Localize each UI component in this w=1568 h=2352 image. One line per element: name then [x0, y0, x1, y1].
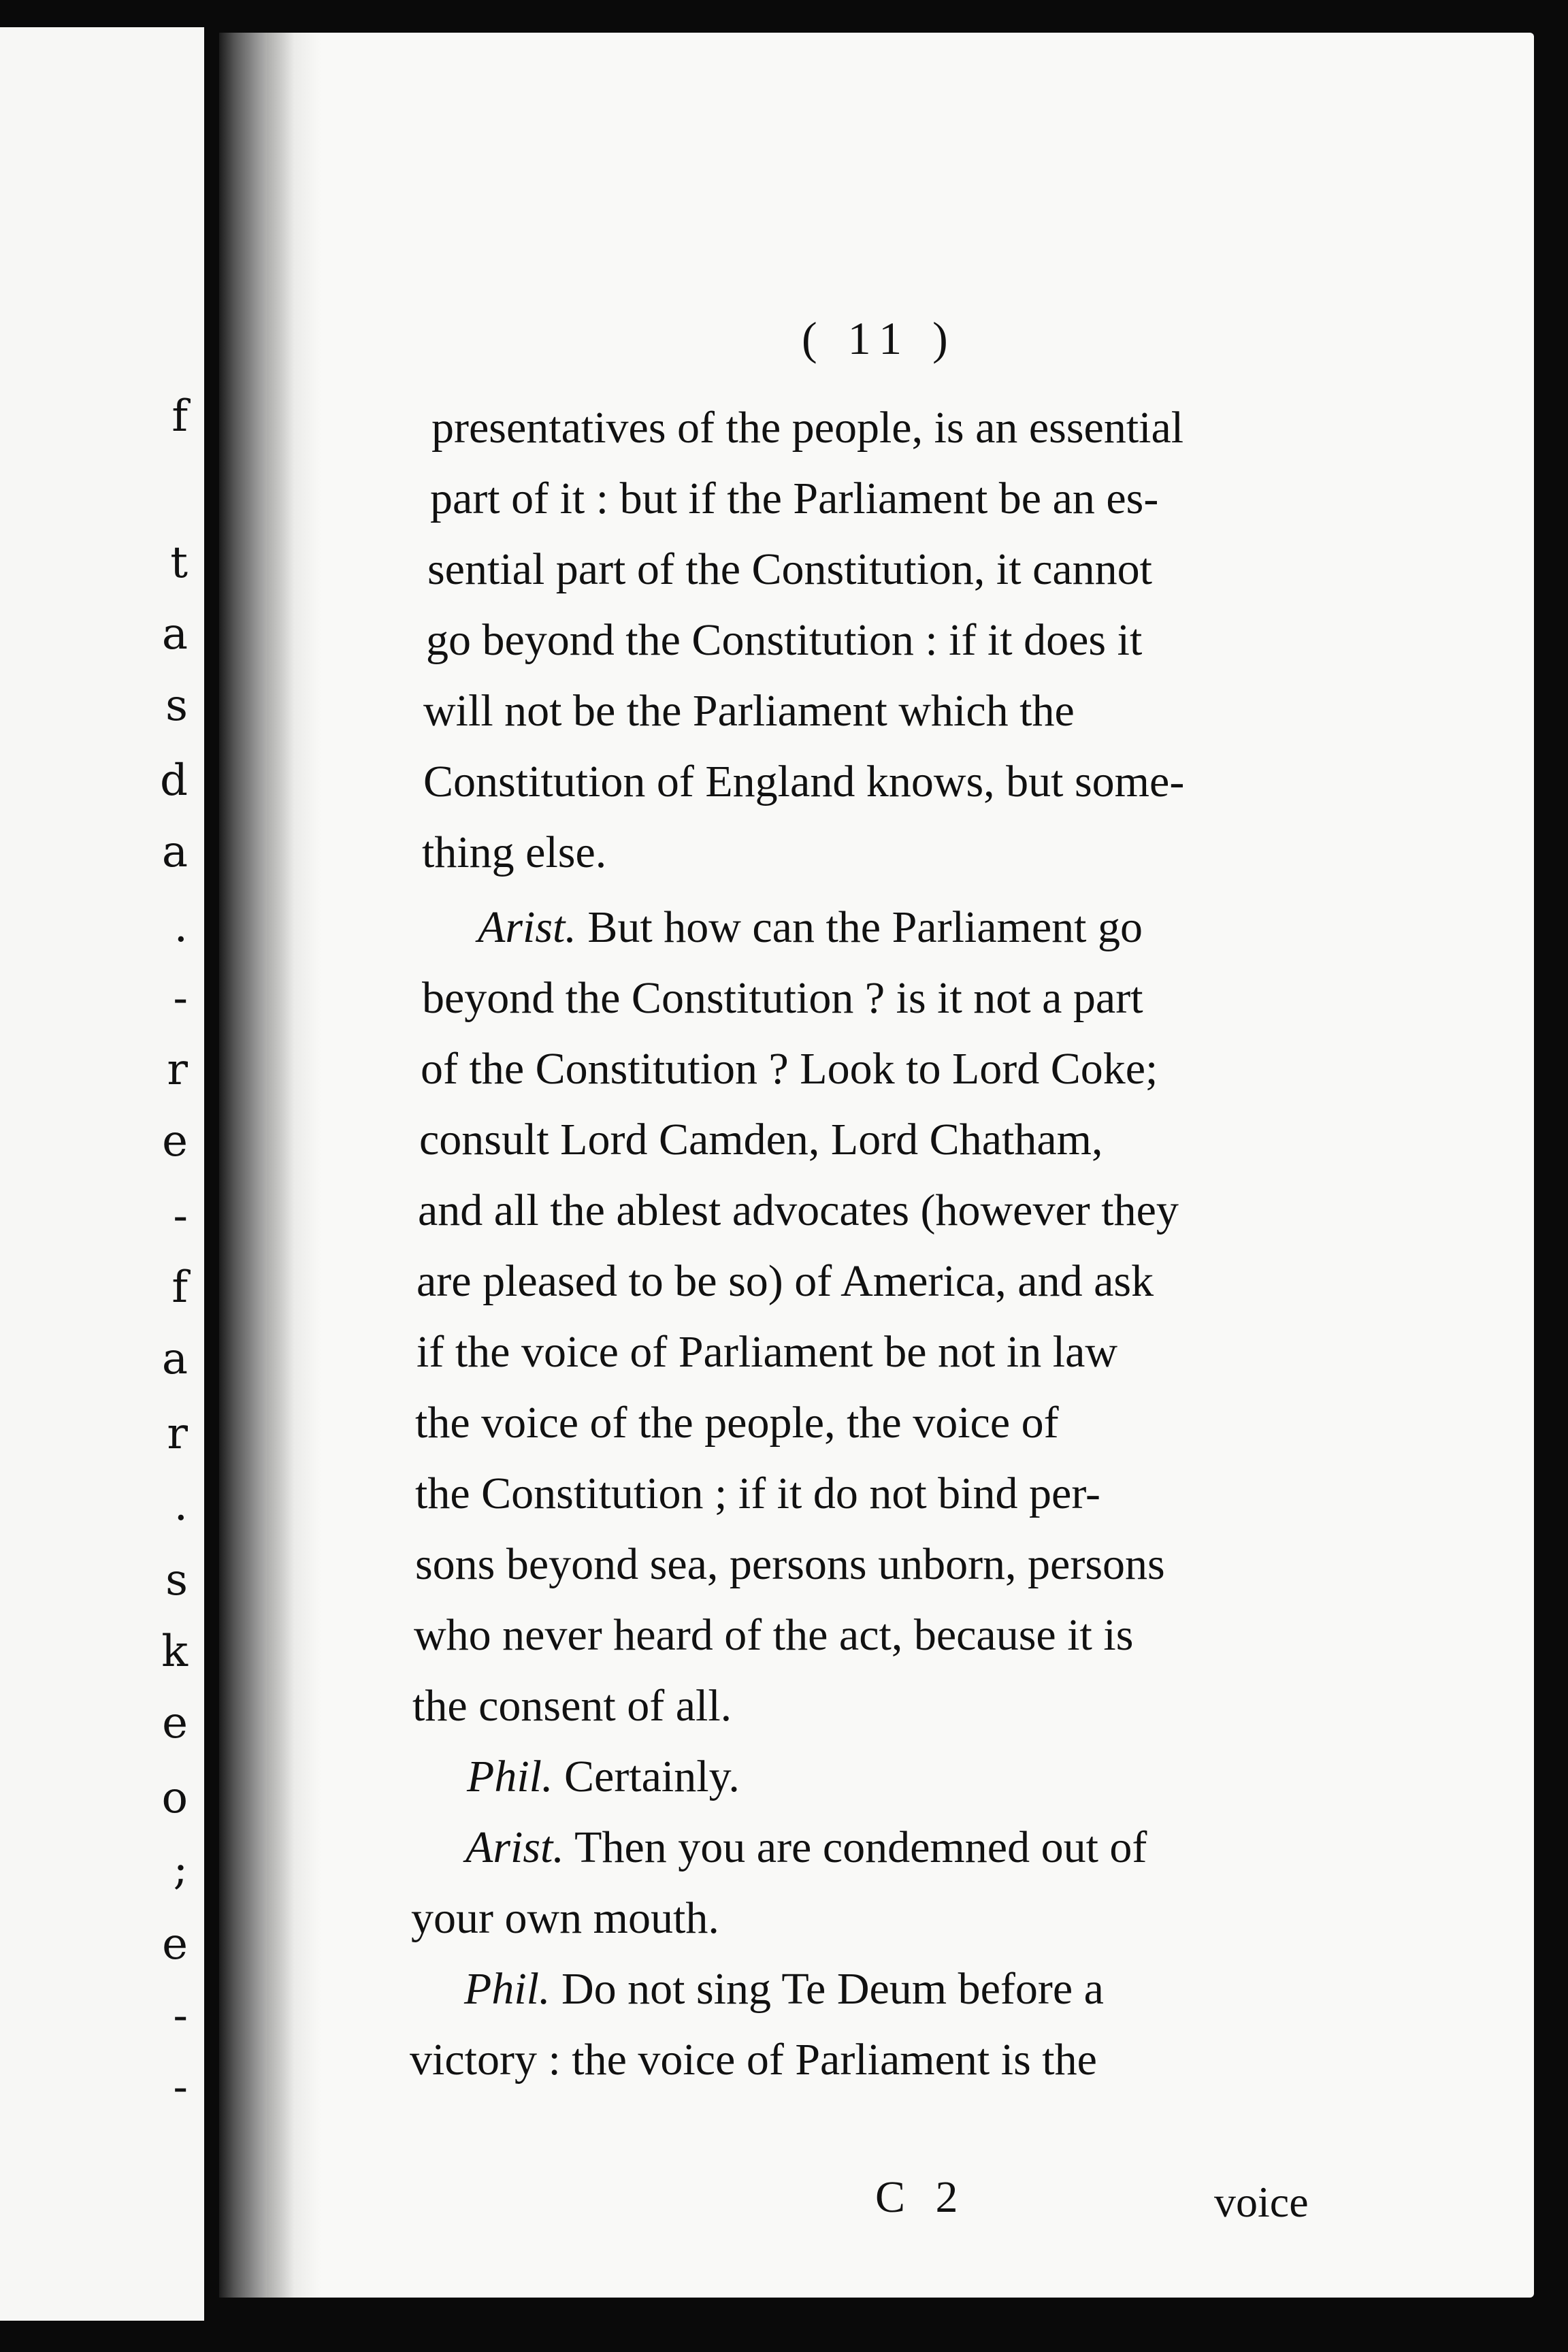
text-line	[414, 1610, 1561, 1660]
text-line	[416, 1327, 1567, 1377]
speaker-name: Phil.	[467, 1752, 553, 1801]
facing-page-letter: -	[173, 1991, 188, 2041]
text-line	[415, 1539, 1565, 1589]
line-text: Do not sing Te Deum before a	[561, 1964, 1104, 2014]
facing-page-letter: r	[167, 1045, 188, 1095]
page-number: ( 11 )	[802, 312, 958, 364]
facing-page-line-endings	[0, 27, 204, 2321]
text-line	[430, 476, 1568, 521]
speaker-name: Arist.	[466, 1823, 564, 1872]
facing-page-letter: -	[173, 2062, 188, 2112]
text-line	[419, 1117, 1568, 1162]
speech-text	[464, 1964, 1104, 2014]
facing-page-letter: -	[173, 1191, 188, 1241]
line-text: But how can the Parliament go	[587, 902, 1143, 952]
text-line	[426, 615, 1568, 665]
text-line	[423, 757, 1568, 806]
facing-page-letter: e	[162, 1698, 188, 1748]
line-text: go beyond the Constitution : if it does it	[426, 615, 1143, 665]
text-line	[411, 1893, 1554, 1943]
page-text	[219, 33, 1534, 2298]
speech-line	[464, 1964, 1553, 2014]
line-text: your own mouth.	[411, 1893, 719, 1943]
line-text: presentatives of the people, is an essential	[431, 403, 1184, 453]
line-text: will not be the Parliament which the	[423, 686, 1075, 736]
line-text: are pleased to be so) of America, and ask	[416, 1256, 1154, 1306]
line-text: beyond the Constitution ? is it not a part	[422, 973, 1143, 1023]
line-text: the Constitution ; if it do not bind per-	[415, 1469, 1100, 1518]
line-text: thing else.	[422, 828, 607, 877]
line-text: Certainly.	[564, 1752, 740, 1801]
line-text: Then you are condemned out of	[574, 1823, 1147, 1872]
line-text: Constitution of England knows, but some-	[423, 757, 1185, 806]
line-text: sons beyond sea, persons unborn, persons	[415, 1539, 1165, 1589]
facing-page-letter: ;	[173, 1844, 188, 1895]
text-line	[416, 1256, 1567, 1306]
book-page	[219, 33, 1534, 2298]
facing-page-letter: e	[162, 1116, 188, 1166]
facing-page-letter: o	[161, 1773, 188, 1823]
text-line	[415, 1398, 1567, 1448]
page-gap	[204, 0, 219, 2352]
facing-page-letter: -	[173, 973, 188, 1024]
line-text: of the Constitution ? Look to Lord Coke;	[421, 1044, 1158, 1094]
facing-page-letter: d	[160, 755, 188, 806]
speech-line	[466, 1825, 1557, 1870]
facing-page-letter: s	[165, 681, 188, 731]
speech-text	[478, 902, 1143, 952]
speech-text	[466, 1825, 1147, 1870]
line-text: the consent of all.	[412, 1681, 732, 1731]
line-text: part of it : but if the Parliament be an es-	[430, 474, 1159, 523]
facing-page-letter: .	[174, 1480, 188, 1531]
text-line	[427, 544, 1568, 594]
signature-mark: C 2	[875, 2172, 968, 2222]
text-line	[423, 686, 1568, 736]
facing-page-letter: a	[161, 827, 188, 877]
speech-line	[478, 902, 1568, 952]
facing-page-letter: a	[161, 609, 188, 659]
facing-page-letter: f	[172, 1262, 188, 1313]
speaker-name: Phil.	[464, 1964, 551, 2014]
text-line	[431, 403, 1568, 453]
text-line	[421, 1044, 1568, 1094]
facing-page-edge	[0, 27, 204, 2321]
line-text: and all the ablest advocates (however they	[418, 1186, 1179, 1235]
facing-page-letter: f	[172, 391, 188, 442]
text-line	[410, 2035, 1552, 2085]
line-text: if the voice of Parliament be not in law	[416, 1327, 1118, 1377]
text-line	[422, 973, 1568, 1023]
text-line	[418, 1188, 1568, 1233]
text-line	[412, 1681, 1560, 1731]
speech-text	[467, 1754, 740, 1799]
facing-page-letter: .	[174, 902, 188, 952]
line-text: consult Lord Camden, Lord Chatham,	[419, 1115, 1103, 1164]
catchword: voice	[1214, 2178, 1309, 2226]
facing-page-letter: s	[165, 1555, 188, 1605]
facing-page-letter: e	[162, 1919, 188, 1970]
line-text: who never heard of the act, because it is	[414, 1610, 1134, 1660]
facing-page-letter: t	[170, 538, 188, 588]
facing-page-letter: k	[161, 1627, 188, 1677]
line-text: the voice of the people, the voice of	[415, 1398, 1059, 1448]
facing-page-letter: r	[167, 1409, 188, 1459]
facing-page-letter: a	[161, 1334, 188, 1384]
text-line	[415, 1471, 1565, 1516]
speaker-name: Arist.	[478, 902, 576, 952]
speech-line	[467, 1754, 1556, 1799]
line-text: sential part of the Constitution, it cannot	[427, 544, 1152, 594]
line-text: victory : the voice of Parliament is the	[410, 2035, 1097, 2085]
text-line	[422, 830, 1568, 875]
